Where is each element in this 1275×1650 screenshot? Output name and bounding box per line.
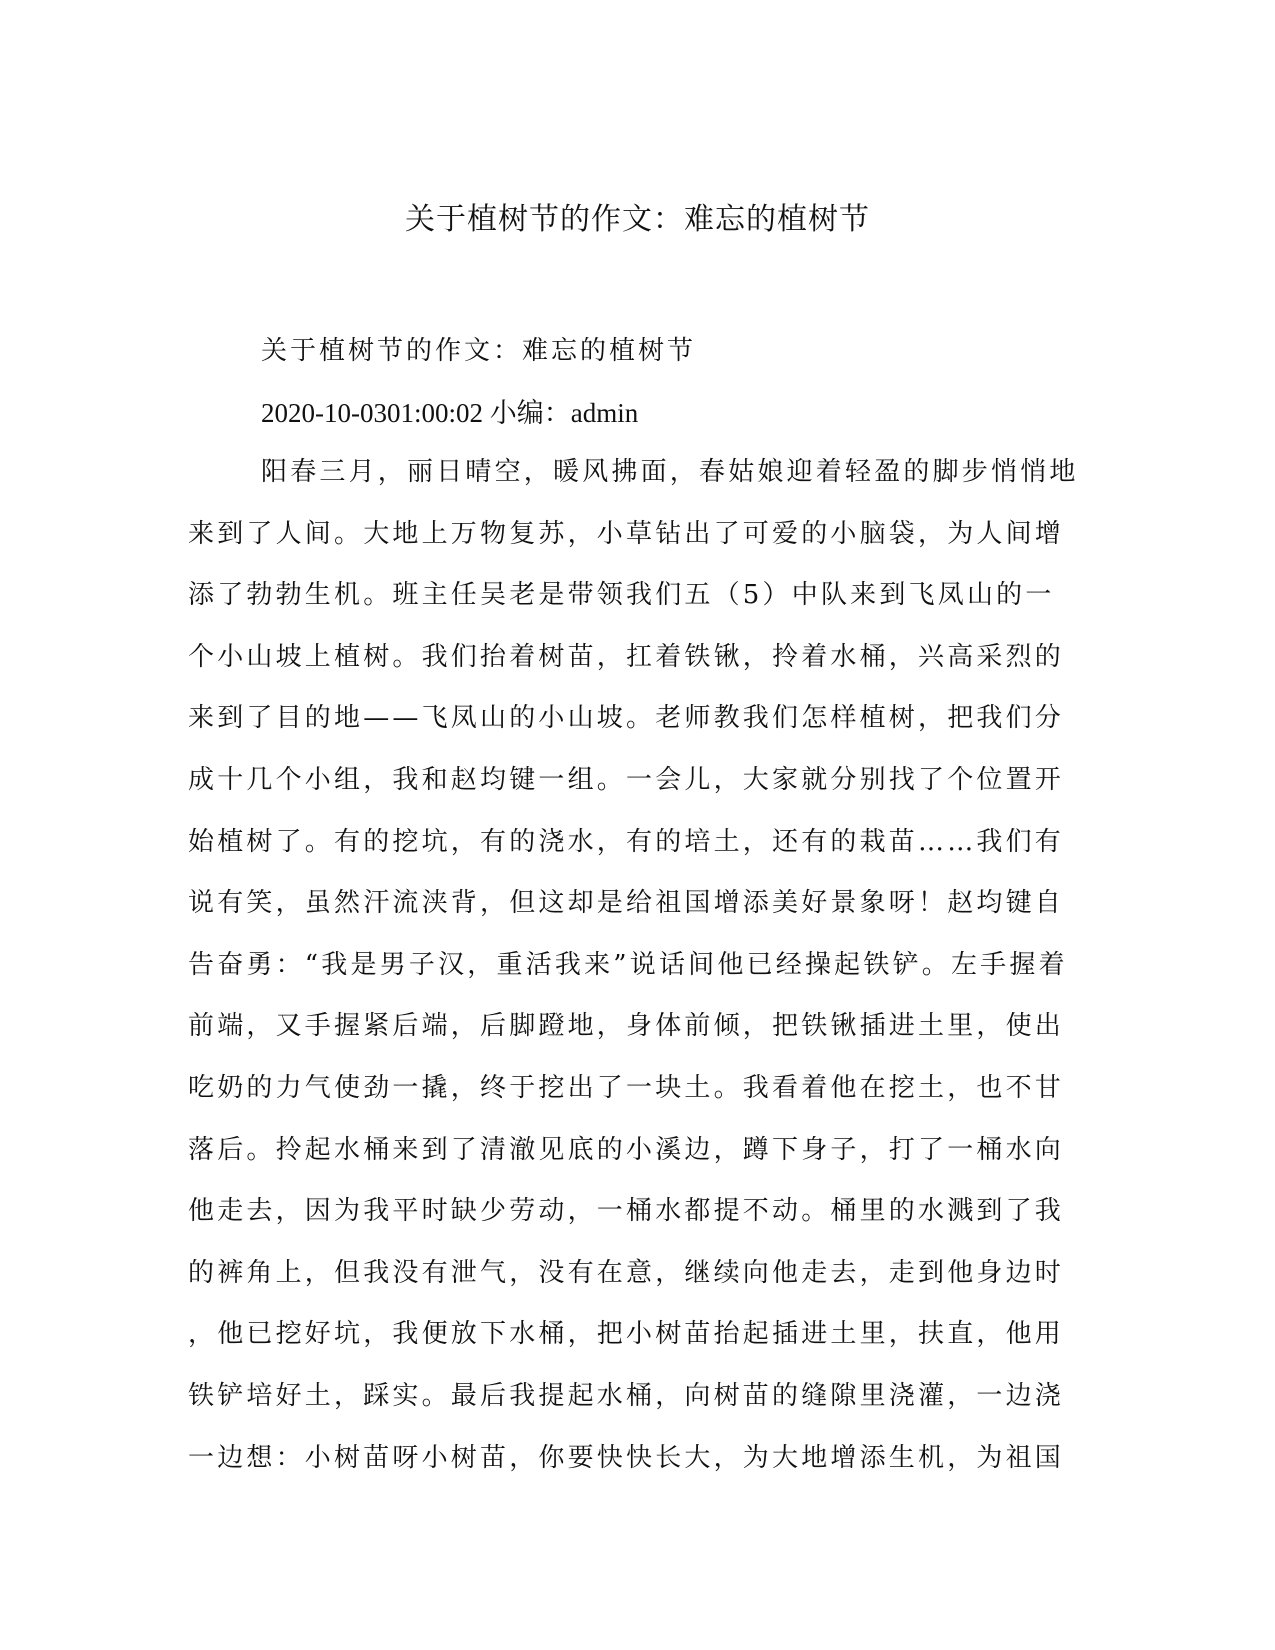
article-subtitle: 关于植树节的作文：难忘的植树节 — [261, 336, 697, 366]
document-title: 关于植树节的作文：难忘的植树节 — [405, 202, 870, 237]
body-line: 来到了人间。大地上万物复苏，小草钻出了可爱的小脑袋，为人间增 — [188, 518, 1065, 549]
body-line: 一边想：小树苗呀小树苗，你要快快长大，为大地增添生机，为祖国 — [188, 1442, 1065, 1473]
article-body — [188, 448, 1079, 1495]
body-line: 说有笑，虽然汗流浃背，但这却是给祖国增添美好景象呀！赵均键自 — [188, 888, 1065, 919]
body-line: 铁铲培好土，踩实。最后我提起水桶，向树苗的缝隙里浇灌，一边浇 — [188, 1380, 1065, 1411]
body-line: 个小山坡上植树。我们抬着树苗，扛着铁锹，拎着水桶，兴高采烈的 — [188, 641, 1065, 672]
body-line: 前端，又手握紧后端，后脚蹬地，身体前倾，把铁锹插进土里，使出 — [188, 1011, 1065, 1042]
body-line: ，他已挖好坑，我便放下水桶，把小树苗抬起插进土里，扶直，他用 — [188, 1319, 1065, 1350]
body-line: 成十几个小组，我和赵均键一组。一会儿，大家就分别找了个位置开 — [188, 764, 1065, 795]
body-line: 落后。拎起水桶来到了清澈见底的小溪边，蹲下身子，打了一桶水向 — [188, 1134, 1065, 1165]
body-line: 吃奶的力气使劲一撬，终于挖出了一块土。我看着他在挖土，也不甘 — [188, 1072, 1065, 1103]
body-line: 添了勃勃生机。班主任吴老是带领我们五（5）中队来到飞凤山的一 — [188, 580, 1055, 611]
article-meta: 2020-10-0301:00:02 小编：admin — [261, 398, 639, 428]
body-line: 的裤角上，但我没有泄气，没有在意，继续向他走去，走到他身边时 — [188, 1257, 1065, 1288]
body-line: 告奋勇：“我是男子汉，重活我来”说话间他已经操起铁铲。左手握着 — [188, 949, 1068, 980]
body-line: 来到了目的地——飞凤山的小山坡。老师教我们怎样植树，把我们分 — [188, 703, 1065, 734]
body-line: 始植树了。有的挖坑，有的浇水，有的培土，还有的栽苗……我们有 — [188, 826, 1065, 857]
body-line: 他走去，因为我平时缺少劳动，一桶水都提不动。桶里的水溅到了我 — [188, 1196, 1065, 1227]
body-line: 阳春三月，丽日晴空，暖风拂面，春姑娘迎着轻盈的脚步悄悄地 — [261, 457, 1079, 487]
